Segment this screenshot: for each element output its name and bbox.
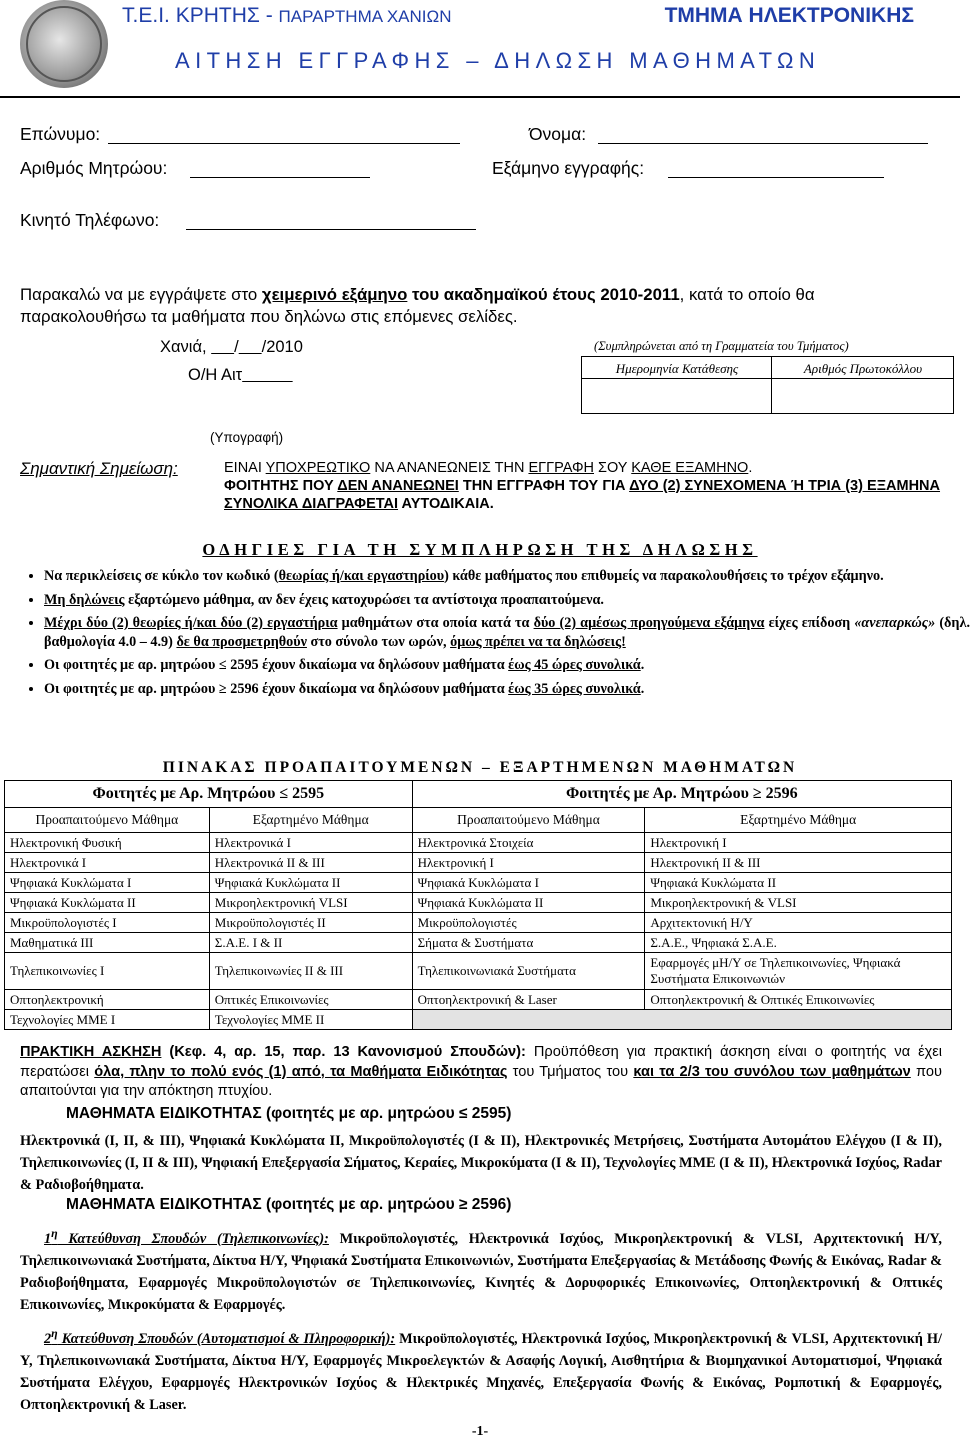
mobile-label: Κινητό Τηλέφωνο:	[20, 210, 160, 230]
guide-4b: έως 45 ώρες συνολικά	[508, 657, 641, 673]
specialty2-direction2	[20, 1322, 942, 1416]
cell-prereq-new: Οπτοηλεκτρονική & Laser	[412, 990, 645, 1010]
guide-4a: Οι φοιτητές με αρ. μητρώου ≤ 2595 έχουν δικαίωμα να δηλώσουν μαθήματα	[44, 657, 509, 673]
cell-prereq-new: Ψηφιακά Κυκλώματα Ι	[412, 873, 645, 893]
note-text	[224, 459, 940, 513]
cell-dependent-old: Ηλεκτρονικά ΙΙ & ΙΙΙ	[209, 853, 412, 873]
guide-3d: είχες επίδοση	[764, 615, 855, 631]
cell-dependent-new: Σ.Α.Ε., Ψηφιακά Σ.Α.Ε.	[645, 933, 952, 953]
logo-ring	[26, 6, 102, 82]
applicant-label: Ο/Η Αιτ	[188, 366, 243, 384]
guide-5a: Οι φοιτητές με αρ. μητρώου ≥ 2596 έχουν δικαίωμα να δηλώσουν μαθήματα	[44, 680, 509, 697]
cell-dependent-old: Τηλεπικοινωνίες ΙΙ & ΙΙΙ	[209, 953, 412, 990]
surname-line[interactable]	[108, 143, 460, 144]
table-row	[5, 1010, 952, 1030]
guide-3g: δε θα προσμετρηθούν	[176, 633, 307, 650]
header-rule	[0, 96, 960, 98]
request-p4: , κατά το οποίο θα παρακολουθήσω τα μαθήματα που δηλώνω στις επόμενες σελίδες.	[20, 285, 815, 326]
month-blank[interactable]	[239, 338, 262, 356]
applicant-blank[interactable]	[242, 366, 292, 384]
practice-t2: όλα, πλην το πολύ ενός (1) από, τα Μαθήματα Ειδικότητας	[94, 1063, 508, 1080]
col-dependent-old: Εξαρτημένο Μάθημα	[209, 808, 412, 833]
direction2-sup: η	[51, 1326, 58, 1340]
table-row	[5, 873, 952, 893]
guide-3e: «ανεπαρκώς»	[854, 615, 936, 631]
prereq-table	[4, 780, 952, 1030]
request-p2: χειμερινό εξάμηνο	[261, 285, 408, 304]
cell-dependent-old: Τεχνολογίες ΜΜΕ ΙΙ	[209, 1010, 412, 1030]
registry-label: Αριθμός Μητρώου:	[20, 158, 168, 178]
guide-1a: Να περικλείσεις σε κύκλο τον κωδικό (	[44, 568, 279, 584]
note-b3: ΤΗΝ ΕΓΓΡΑΦΗ ΤΟΥ ΓΙΑ	[458, 478, 630, 494]
cell-prereq-new: Ηλεκτρονικά Στοιχεία	[412, 833, 645, 853]
specialty2-direction1	[20, 1222, 942, 1316]
cell-dependent-old: Οπτικές Επικοινωνίες	[209, 990, 412, 1010]
col-prereq-new: Προαπαιτούμενο Μάθημα	[412, 808, 645, 833]
guide-title: ΟΔΗΓΙΕΣ ΓΙΑ ΤΗ ΣΥΜΠΛΗΡΩΣΗ ΤΗΣ ΔΗΛΩΣΗΣ	[202, 540, 758, 559]
prereq-header-row	[5, 808, 952, 833]
cell-dependent-new: Οπτοηλεκτρονική & Οπτικές Επικοινωνίες	[645, 990, 952, 1010]
guide-3c: δύο (2) αμέσως προηγούμενα εξάμηνα	[533, 615, 765, 631]
guide-2b: εξαρτώμενο μάθημα, αν δεν έχεις κατοχυρώσει τα αντίστοιχα προαπαιτούμενα.	[124, 591, 604, 608]
practice-t1: Προϋπόθεση για πρακτική άσκηση είναι ο φοιτητής να έχει περατώσει	[20, 1044, 943, 1080]
cell-dependent-old: Ψηφιακά Κυκλώματα ΙΙ	[209, 873, 412, 893]
guide-3i: όμως πρέπει να τα δηλώσεις!	[450, 633, 626, 650]
practice-t5: που απαιτούνται για την απόκτηση πτυχίου.	[20, 1063, 942, 1099]
note-a7: .	[748, 460, 753, 476]
guide-1c: ) κάθε μαθήματος που επιθυμείς να παρακολουθήσεις το τρέχον εξάμηνο.	[444, 568, 884, 584]
office-protocol-cell[interactable]	[773, 380, 952, 411]
cell-prereq-new: Μικροϋπολογιστές	[412, 913, 645, 933]
prereq-group-row	[5, 781, 952, 808]
group-old-students: Φοιτητές με Αρ. Μητρώου ≤ 2595	[5, 781, 413, 808]
cell-prereq-old: Ηλεκτρονικά Ι	[5, 853, 210, 873]
direction2-label-wrap	[44, 1326, 396, 1347]
semester-line[interactable]	[668, 177, 884, 178]
page-title: ΑΙΤΗΣΗ ΕΓΓΡΑΦΗΣ – ΔΗΛΩΣΗ ΜΑΘΗΜΑΤΩΝ	[175, 48, 821, 73]
note-a5: ΣΟΥ	[594, 460, 632, 476]
practice-t4: και τα 2/3 του συνόλου των μαθημάτων	[633, 1063, 911, 1080]
request-paragraph	[20, 284, 945, 328]
note-label: Σημαντική Σημείωση:	[20, 459, 178, 478]
place-label: Χανιά,	[160, 338, 207, 356]
guide-2a: Μη δηλώνεις	[44, 591, 125, 608]
name-line[interactable]	[598, 143, 928, 144]
cell-dependent-new: Μικροηλεκτρονική & VLSI	[645, 893, 952, 913]
mobile-line[interactable]	[186, 229, 476, 230]
cell-prereq-old: Οπτοηλεκτρονική	[5, 990, 210, 1010]
table-row	[5, 990, 952, 1010]
direction1-number: 1	[44, 1230, 52, 1247]
office-box-column-divider	[771, 356, 772, 414]
direction1-body: Μικροϋπολογιστές, Ηλεκτρονικά Ισχύος, Μικροηλεκτρονική & VLSI, Αρχιτεκτονική Η/Υ, Τηλεπικοινωνιακά Συστήματα, Δίκτυα Η/Υ, Ψηφιακά Συστήματα Επικοινωνιών, Συστήματα Επεξεργασίας & Μετάδοσης Φωνής & Εικόνας, Radar & Ραδιοβοήθηματα, Εφαρμογές Μικροϋπολογιστών σε Τηλεπικοινωνίες, Κινητές & Δορυφορικές Επικοινωνίες, Οπτοηλεκτρονική & Οπτικές Επικοινωνίες, Μικροκύματα & Εφαρμογές.	[20, 1230, 942, 1313]
applicant-line	[188, 366, 293, 385]
prereq-title: ΠΙΝΑΚΑΣ ΠΡΟΑΠΑΙΤΟΥΜΕΝΩΝ – ΕΞΑΡΤΗΜΕΝΩΝ ΜΑΘΗΜΑΤΩΝ	[162, 759, 798, 776]
table-row	[5, 913, 952, 933]
office-box-divider	[581, 378, 954, 379]
registry-line[interactable]	[190, 177, 370, 178]
guide-item-insufficient	[44, 614, 970, 651]
note-b1: ΦΟΙΤΗΤΗΣ ΠΟΥ	[224, 478, 338, 494]
guide-item-dependent	[44, 591, 970, 610]
cell-prereq-old: Μικροϋπολογιστές Ι	[5, 913, 210, 933]
office-col-date: Ημερομηνία Κατάθεσης	[615, 361, 739, 376]
group-new-students: Φοιτητές με Αρ. Μητρώου ≥ 2596	[412, 781, 951, 808]
guide-1b: θεωρίας ή/και εργαστηρίου	[278, 568, 445, 584]
direction1-label-wrap	[44, 1226, 329, 1247]
cell-prereq-new: Ψηφιακά Κυκλώματα ΙΙ	[412, 893, 645, 913]
note-a6: ΚΑΘΕ ΕΞΑΜΗΝΟ	[631, 460, 749, 476]
date-sep: /	[234, 338, 239, 356]
name-label: Όνομα:	[529, 124, 587, 144]
guide-3h: στο σύνολο των ωρών,	[306, 633, 451, 650]
cell-dependent-old: Σ.Α.Ε. Ι & ΙΙ	[209, 933, 412, 953]
year-label: /2010	[261, 338, 303, 356]
guide-item-45h	[44, 656, 970, 675]
practice-ref: (Κεφ. 4, αρ. 15, παρ. 13 Κανονισμού Σπουδών):	[161, 1044, 526, 1060]
col-prereq-old: Προαπαιτούμενο Μάθημα	[5, 808, 210, 833]
note-a4: ΕΓΓΡΑΦΗ	[528, 460, 594, 476]
institution-heading: Τ.Ε.Ι. ΚΡΗΤΗΣ - ΠΑΡΑΡΤΗΜΑ ΧΑΝΙΩΝ	[122, 4, 452, 27]
cell-dependent-new: Αρχιτεκτονική Η/Υ	[645, 913, 952, 933]
office-col-protocol: Αριθμός Πρωτοκόλλου	[803, 361, 923, 376]
direction2-body: Μικροϋπολογιστές, Ηλεκτρονικά Ισχύος, Μικροηλεκτρονική & VLSI, Αρχιτεκτονική Η/Υ, Τηλεπικοινωνιακά Συστήματα, Δίκτυα Η/Υ, Εφαρμογές Μικροελεγκτών & Ασαφής Λογική, Αισθητήρια & Βιομηχανικοί Αυτοματισμοί, Ψηφιακά Συστήματα Ελέγχου, Εφαρμογές Ηλεκτρονικών Ισχύος & Ηλεκτρικές Μηχανές, Επεξεργασία Φωνής & Εικόνας, Ρομποτική & Εφαρμογές, Οπτοηλεκτρονική & Laser.	[20, 1330, 943, 1413]
cell-prereq-new	[412, 1010, 951, 1030]
cell-prereq-old: Τεχνολογίες ΜΜΕ Ι	[5, 1010, 210, 1030]
surname-label: Επώνυμο:	[20, 124, 101, 144]
note-b2: ΔΕΝ ΑΝΑΝΕΩΝΕΙ	[337, 478, 459, 494]
direction1-sup: η	[51, 1226, 58, 1240]
specialty1-title: ΜΑΘΗΜΑΤΑ ΕΙΔΙΚΟΤΗΤΑΣ (φοιτητές με αρ. μητρώου ≤ 2595)	[66, 1105, 512, 1122]
cell-prereq-new: Σήματα & Συστήματα	[412, 933, 645, 953]
cell-prereq-old: Ψηφιακά Κυκλώματα Ι	[5, 873, 210, 893]
cell-dependent-new: Ηλεκτρονική Ι	[645, 833, 952, 853]
note-a2: ΥΠΟΧΡΕΩΤΙΚΟ	[265, 460, 371, 476]
guide-4c: .	[640, 657, 645, 673]
cell-dependent-old: Ηλεκτρονικά Ι	[209, 833, 412, 853]
direction1-label: Κατεύθυνση Σπουδών (Τηλεπικοινωνίες):	[57, 1230, 329, 1247]
direction2-label: Κατεύθυνση Σπουδών (Αυτοματισμοί & Πληροφορική):	[57, 1330, 396, 1347]
specialty2-title: ΜΑΘΗΜΑΤΑ ΕΙΔΙΚΟΤΗΤΑΣ (φοιτητές με αρ. μητρώου ≥ 2596)	[66, 1196, 512, 1213]
signature-label: (Υπογραφή)	[210, 430, 284, 445]
direction2-number: 2	[44, 1330, 52, 1347]
office-note: (Συμπληρώνεται από τη Γραμματεία του Τμήματος)	[594, 339, 849, 353]
practice-label: ΠΡΑΚΤΙΚΗ ΑΣΚΗΣΗ	[20, 1044, 162, 1060]
cell-dependent-new: Ηλεκτρονική ΙΙ & ΙΙΙ	[645, 853, 952, 873]
cell-dependent-new: Εφαρμογές μΗ/Υ σε Τηλεπικοινωνίες, Ψηφιακά Συστήματα Επικοινωνιών	[645, 953, 952, 990]
cell-dependent-old: Μικροϋπολογιστές ΙΙ	[209, 913, 412, 933]
guide-5c: .	[640, 680, 645, 697]
request-p3: του ακαδημαϊκού έτους 2010-2011	[412, 285, 680, 304]
table-row	[5, 853, 952, 873]
specialty1-body: Ηλεκτρονικά (Ι, ΙΙ, & ΙΙΙ), Ψηφιακά Κυκλώματα ΙΙ, Μικροϋπολογιστές (Ι & ΙΙ), Ηλεκτρονικές Μετρήσεις, Συστήματα Αυτομάτου Ελέγχου (Ι & ΙΙ), Τηλεπικοινωνίες (Ι, ΙΙ & ΙΙΙ), Ψηφιακή Επεξεργασία Σήματος, Κεραίες, Μικροκύματα (Ι & ΙΙ), Τεχνολογίες ΜΜΕ (Ι & ΙΙ), Ηλεκτρονικά Ισχύος, Radar & Ραδιοβοήθηματα.	[20, 1133, 942, 1193]
table-row	[5, 953, 952, 990]
col-dependent-new: Εξαρτημένο Μάθημα	[645, 808, 952, 833]
note-b4: ΔΥΟ (2) ΣΥΝΕΧΟΜΕΝΑ Ή ΤΡΙΑ (3) ΕΞΑΜΗΝΑ ΣΥΝΟΛΙΚΑ ΔΙΑΓΡΑΦΕΤΑΙ	[224, 478, 941, 512]
branch-name: ΠΑΡΑΡΤΗΜΑ ΧΑΝΙΩΝ	[278, 7, 452, 26]
guide-5b: έως 35 ώρες συνολικά	[508, 680, 641, 697]
practice-paragraph	[20, 1043, 942, 1102]
table-row	[5, 893, 952, 913]
institution-name: Τ.Ε.Ι. ΚΡΗΤΗΣ	[122, 4, 260, 27]
cell-prereq-new: Τηλεπικοινωνιακά Συστήματα	[412, 953, 645, 990]
cell-dependent-old: Μικροηλεκτρονική VLSI	[209, 893, 412, 913]
practice-t3: του Τμήματος του	[507, 1063, 634, 1080]
request-p1: Παρακαλώ να με εγγράψετε στο	[20, 285, 258, 304]
date-line	[160, 338, 303, 357]
table-row	[5, 933, 952, 953]
page-number: -1-	[471, 1424, 489, 1439]
note-a3: ΝΑ ΑΝΑΝΕΩΝΕΙΣ ΤΗΝ	[370, 460, 529, 476]
cell-prereq-old: Ψηφιακά Κυκλώματα ΙΙ	[5, 893, 210, 913]
semester-label: Εξάμηνο εγγραφής:	[492, 158, 645, 178]
guide-3a: Μέχρι δύο (2) θεωρίες ή/και δύο (2) εργαστήρια	[44, 615, 338, 631]
guide-item-circle	[44, 567, 970, 586]
guide-item-35h	[44, 680, 970, 699]
department-name: ΤΜΗΜΑ ΗΛΕΚΤΡΟΝΙΚΗΣ	[664, 4, 914, 27]
note-a1: ΕΙΝΑΙ	[224, 460, 266, 476]
office-date-cell[interactable]	[583, 380, 770, 411]
note-b5: ΑΥΤΟΔΙΚΑΙΑ.	[398, 496, 494, 512]
day-blank[interactable]	[211, 338, 234, 356]
cell-prereq-old: Τηλεπικοινωνίες Ι	[5, 953, 210, 990]
cell-prereq-old: Μαθηματικά ΙΙΙ	[5, 933, 210, 953]
guide-3f: (δηλ. βαθμολογία 4.0 – 4.9)	[44, 615, 970, 650]
cell-prereq-old: Ηλεκτρονική Φυσική	[5, 833, 210, 853]
cell-dependent-new: Ψηφιακά Κυκλώματα ΙΙ	[645, 873, 952, 893]
guide-list	[14, 567, 970, 703]
cell-prereq-new: Ηλεκτρονική Ι	[412, 853, 645, 873]
table-row	[5, 833, 952, 853]
guide-3b: μαθημάτων στα οποία κατά τα	[337, 615, 534, 631]
